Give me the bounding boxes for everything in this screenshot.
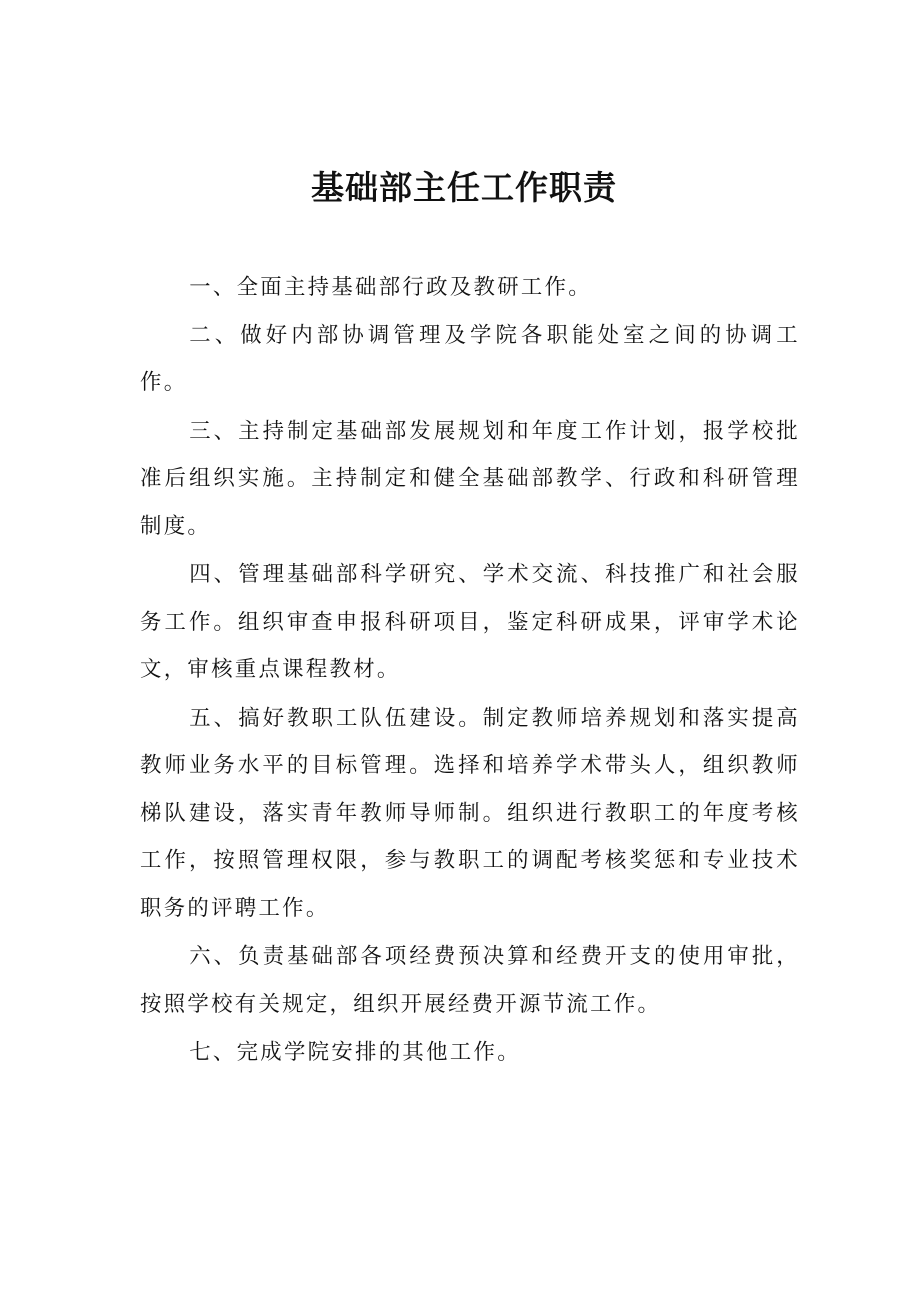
duty-item-4: 四、管理基础部科学研究、学术交流、科技推广和社会服务工作。组织审查申报科研项目，鉴定科研成果，评审学术论文，审核重点课程教材。 bbox=[140, 562, 800, 682]
document-body bbox=[140, 264, 800, 1077]
duty-item-5: 五、搞好教职工队伍建设。制定教师培养规划和落实提高教师业务水平的目标管理。选择和培养学术带头人，组织教师梯队建设，落实青年教师导师制。组织进行教职工的年度考核工作，按照管理权限，参与教职工的调配考核奖惩和专业技术职务的评聘工作。 bbox=[140, 705, 800, 921]
duty-item-3: 三、主持制定基础部发展规划和年度工作计划，报学校批准后组织实施。主持制定和健全基础部教学、行政和科研管理制度。 bbox=[140, 418, 800, 539]
duty-item-6: 六、负责基础部各项经费预决算和经费开支的使用审批，按照学校有关规定，组织开展经费开源节流工作。 bbox=[140, 944, 800, 1017]
duty-item-2: 二、做好内部协调管理及学院各职能处室之间的协调工作。 bbox=[140, 322, 800, 395]
duty-item-7: 七、完成学院安排的其他工作。 bbox=[189, 1040, 521, 1065]
document-title: 基础部主任工作职责 bbox=[311, 168, 617, 207]
duty-item-1: 一、全面主持基础部行政及教研工作。 bbox=[189, 275, 592, 300]
